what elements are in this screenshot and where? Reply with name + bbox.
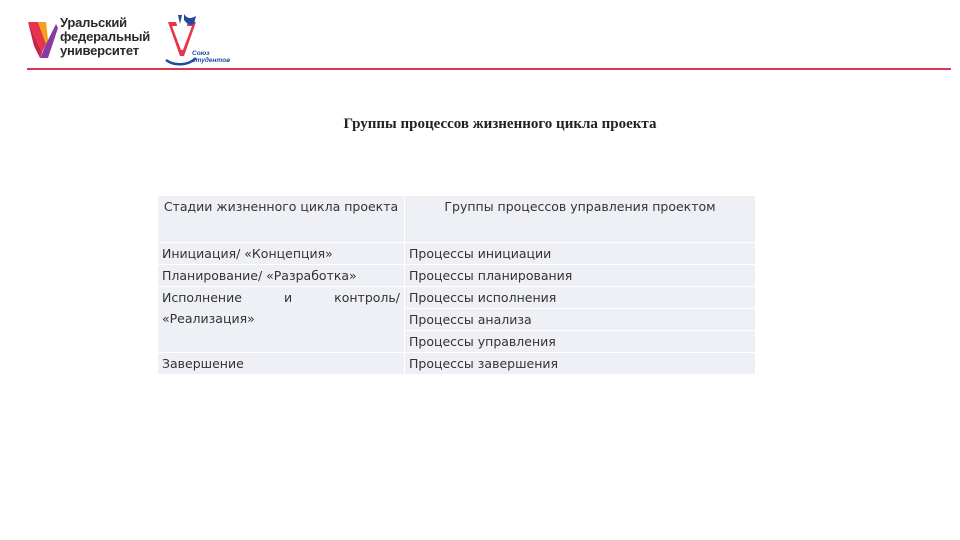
stage-execution-line-1 xyxy=(162,287,400,308)
urfu-logo-line-1: Уральский xyxy=(60,15,127,30)
group-cell: Процессы анализа xyxy=(405,309,756,331)
urfu-logo-line-2: федеральный xyxy=(60,29,151,44)
stage-planning: Планирование/ «Разработка» xyxy=(158,265,405,287)
student-union-logo xyxy=(162,12,234,68)
group-cell: Процессы управления xyxy=(405,331,756,353)
slide-header xyxy=(0,0,960,72)
stage-closing: Завершение xyxy=(158,353,405,375)
student-union-line-1: Союз xyxy=(192,50,210,57)
group-cell: Процессы планирования xyxy=(405,265,756,287)
urfu-logo-text xyxy=(60,16,150,58)
table-row xyxy=(158,353,756,375)
stage-initiation: Инициация/ «Концепция» xyxy=(158,243,405,265)
stage-execution-line-2: «Реализация» xyxy=(162,311,255,326)
header-divider xyxy=(27,68,951,70)
stage-execution-word: и xyxy=(283,290,293,305)
student-union-text xyxy=(192,50,230,64)
table-row xyxy=(158,265,756,287)
stage-execution-word: контроль/ xyxy=(334,290,400,305)
table-header-row xyxy=(158,196,756,243)
group-cell: Процессы исполнения xyxy=(405,287,756,309)
group-cell: Процессы инициации xyxy=(405,243,756,265)
student-union-line-2: студентов xyxy=(192,57,230,64)
header-groups: Группы процессов управления проектом xyxy=(405,196,756,243)
urfu-logo xyxy=(26,14,156,64)
table-row xyxy=(158,287,756,309)
stage-execution xyxy=(158,287,405,353)
table-row xyxy=(158,243,756,265)
urfu-logo-mark-icon xyxy=(26,18,60,62)
stage-execution-word: Исполнение xyxy=(162,290,242,305)
urfu-logo-line-3: университет xyxy=(60,43,139,58)
header-stages: Стадии жизненного цикла проекта xyxy=(158,196,405,243)
slide-title: Группы процессов жизненного цикла проекта xyxy=(343,116,657,132)
process-groups-table xyxy=(157,195,756,375)
group-cell: Процессы завершения xyxy=(405,353,756,375)
